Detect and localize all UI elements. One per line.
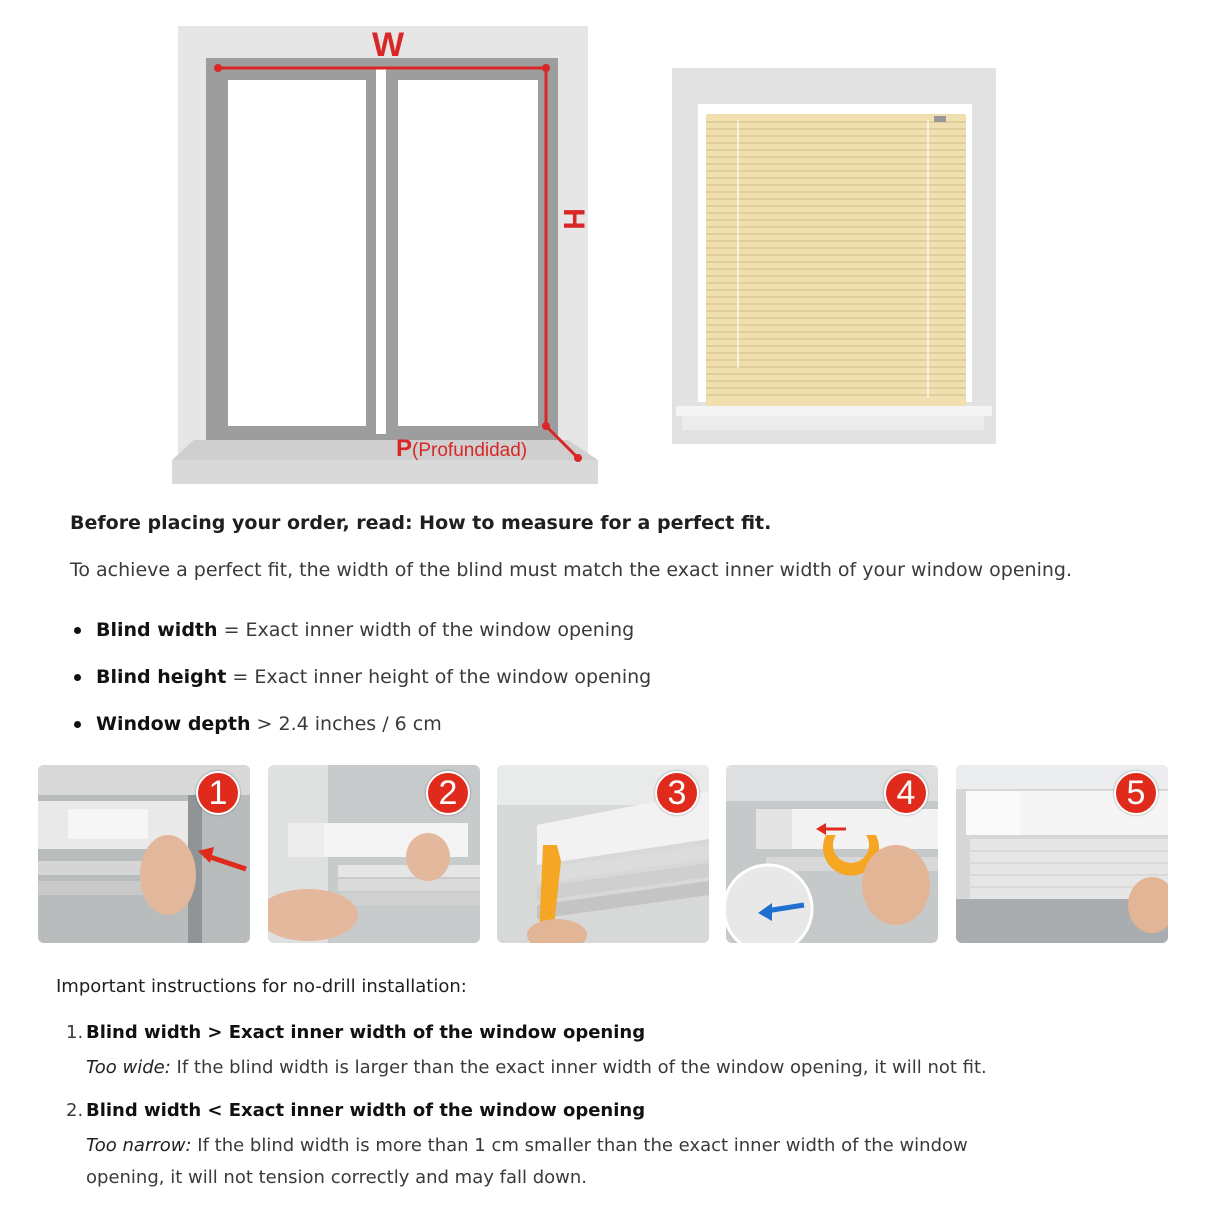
bullet-term: Blind height <box>96 666 227 688</box>
instruction-item-1 <box>66 1022 645 1043</box>
step-number-badge: 2 <box>426 771 470 815</box>
step-5-photo <box>956 765 1168 943</box>
bullet-desc: Exact inner width of the window opening <box>245 619 635 641</box>
bullet-desc: 2.4 inches / 6 cm <box>278 713 442 735</box>
note-text: If the blind width is more than 1 cm smaller than the exact inner width of the window opening, it will not tension correctly and may fall down. <box>86 1135 968 1188</box>
note-label: Too narrow: <box>86 1135 192 1156</box>
installed-blind-photo <box>672 68 996 444</box>
instruction-number: 2. <box>66 1100 84 1121</box>
width-label: W <box>371 26 405 64</box>
instruction-title: Blind width < Exact inner width of the window opening <box>86 1100 646 1121</box>
step-4-photo <box>726 765 938 943</box>
instruction-number: 1. <box>66 1022 84 1043</box>
note-label: Too wide: <box>86 1057 171 1078</box>
step-3-photo <box>497 765 709 943</box>
instruction-note-2 <box>86 1130 1046 1194</box>
step-2-photo <box>268 765 480 943</box>
bullet-term: Blind width <box>96 619 218 641</box>
bullet-desc: Exact inner height of the window opening <box>254 666 652 688</box>
step-number-badge: 5 <box>1114 771 1158 815</box>
measure-intro-text: To achieve a perfect fit, the width of the blind must match the exact inner width of your window opening. <box>70 559 1072 581</box>
measurement-list <box>70 618 651 759</box>
step-number-badge: 4 <box>884 771 928 815</box>
measure-heading: Before placing your order, read: How to measure for a perfect fit. <box>70 512 772 534</box>
instruction-item-2 <box>66 1100 645 1121</box>
list-item: Blind width = Exact inner width of the window opening <box>70 618 651 665</box>
step-1-photo <box>38 765 250 943</box>
instruction-title: Blind width > Exact inner width of the window opening <box>86 1022 646 1043</box>
list-item: Window depth > 2.4 inches / 6 cm <box>70 712 651 759</box>
svg-text:P(Profundidad) <box>396 435 527 462</box>
height-label: H <box>557 208 590 230</box>
instruction-note-1 <box>86 1052 1046 1084</box>
install-heading: Important instructions for no-drill installation: <box>56 976 467 997</box>
note-text: If the blind width is larger than the exact inner width of the window opening, it will not fit. <box>170 1057 987 1078</box>
bullet-term: Window depth <box>96 713 251 735</box>
step-number-badge: 3 <box>655 771 699 815</box>
step-number-badge: 1 <box>196 771 240 815</box>
window-measurement-diagram <box>172 26 602 488</box>
depth-label-letter: P <box>396 435 413 462</box>
list-item: Blind height = Exact inner height of the window opening <box>70 665 651 712</box>
depth-label-word: (Profundidad) <box>412 440 528 461</box>
